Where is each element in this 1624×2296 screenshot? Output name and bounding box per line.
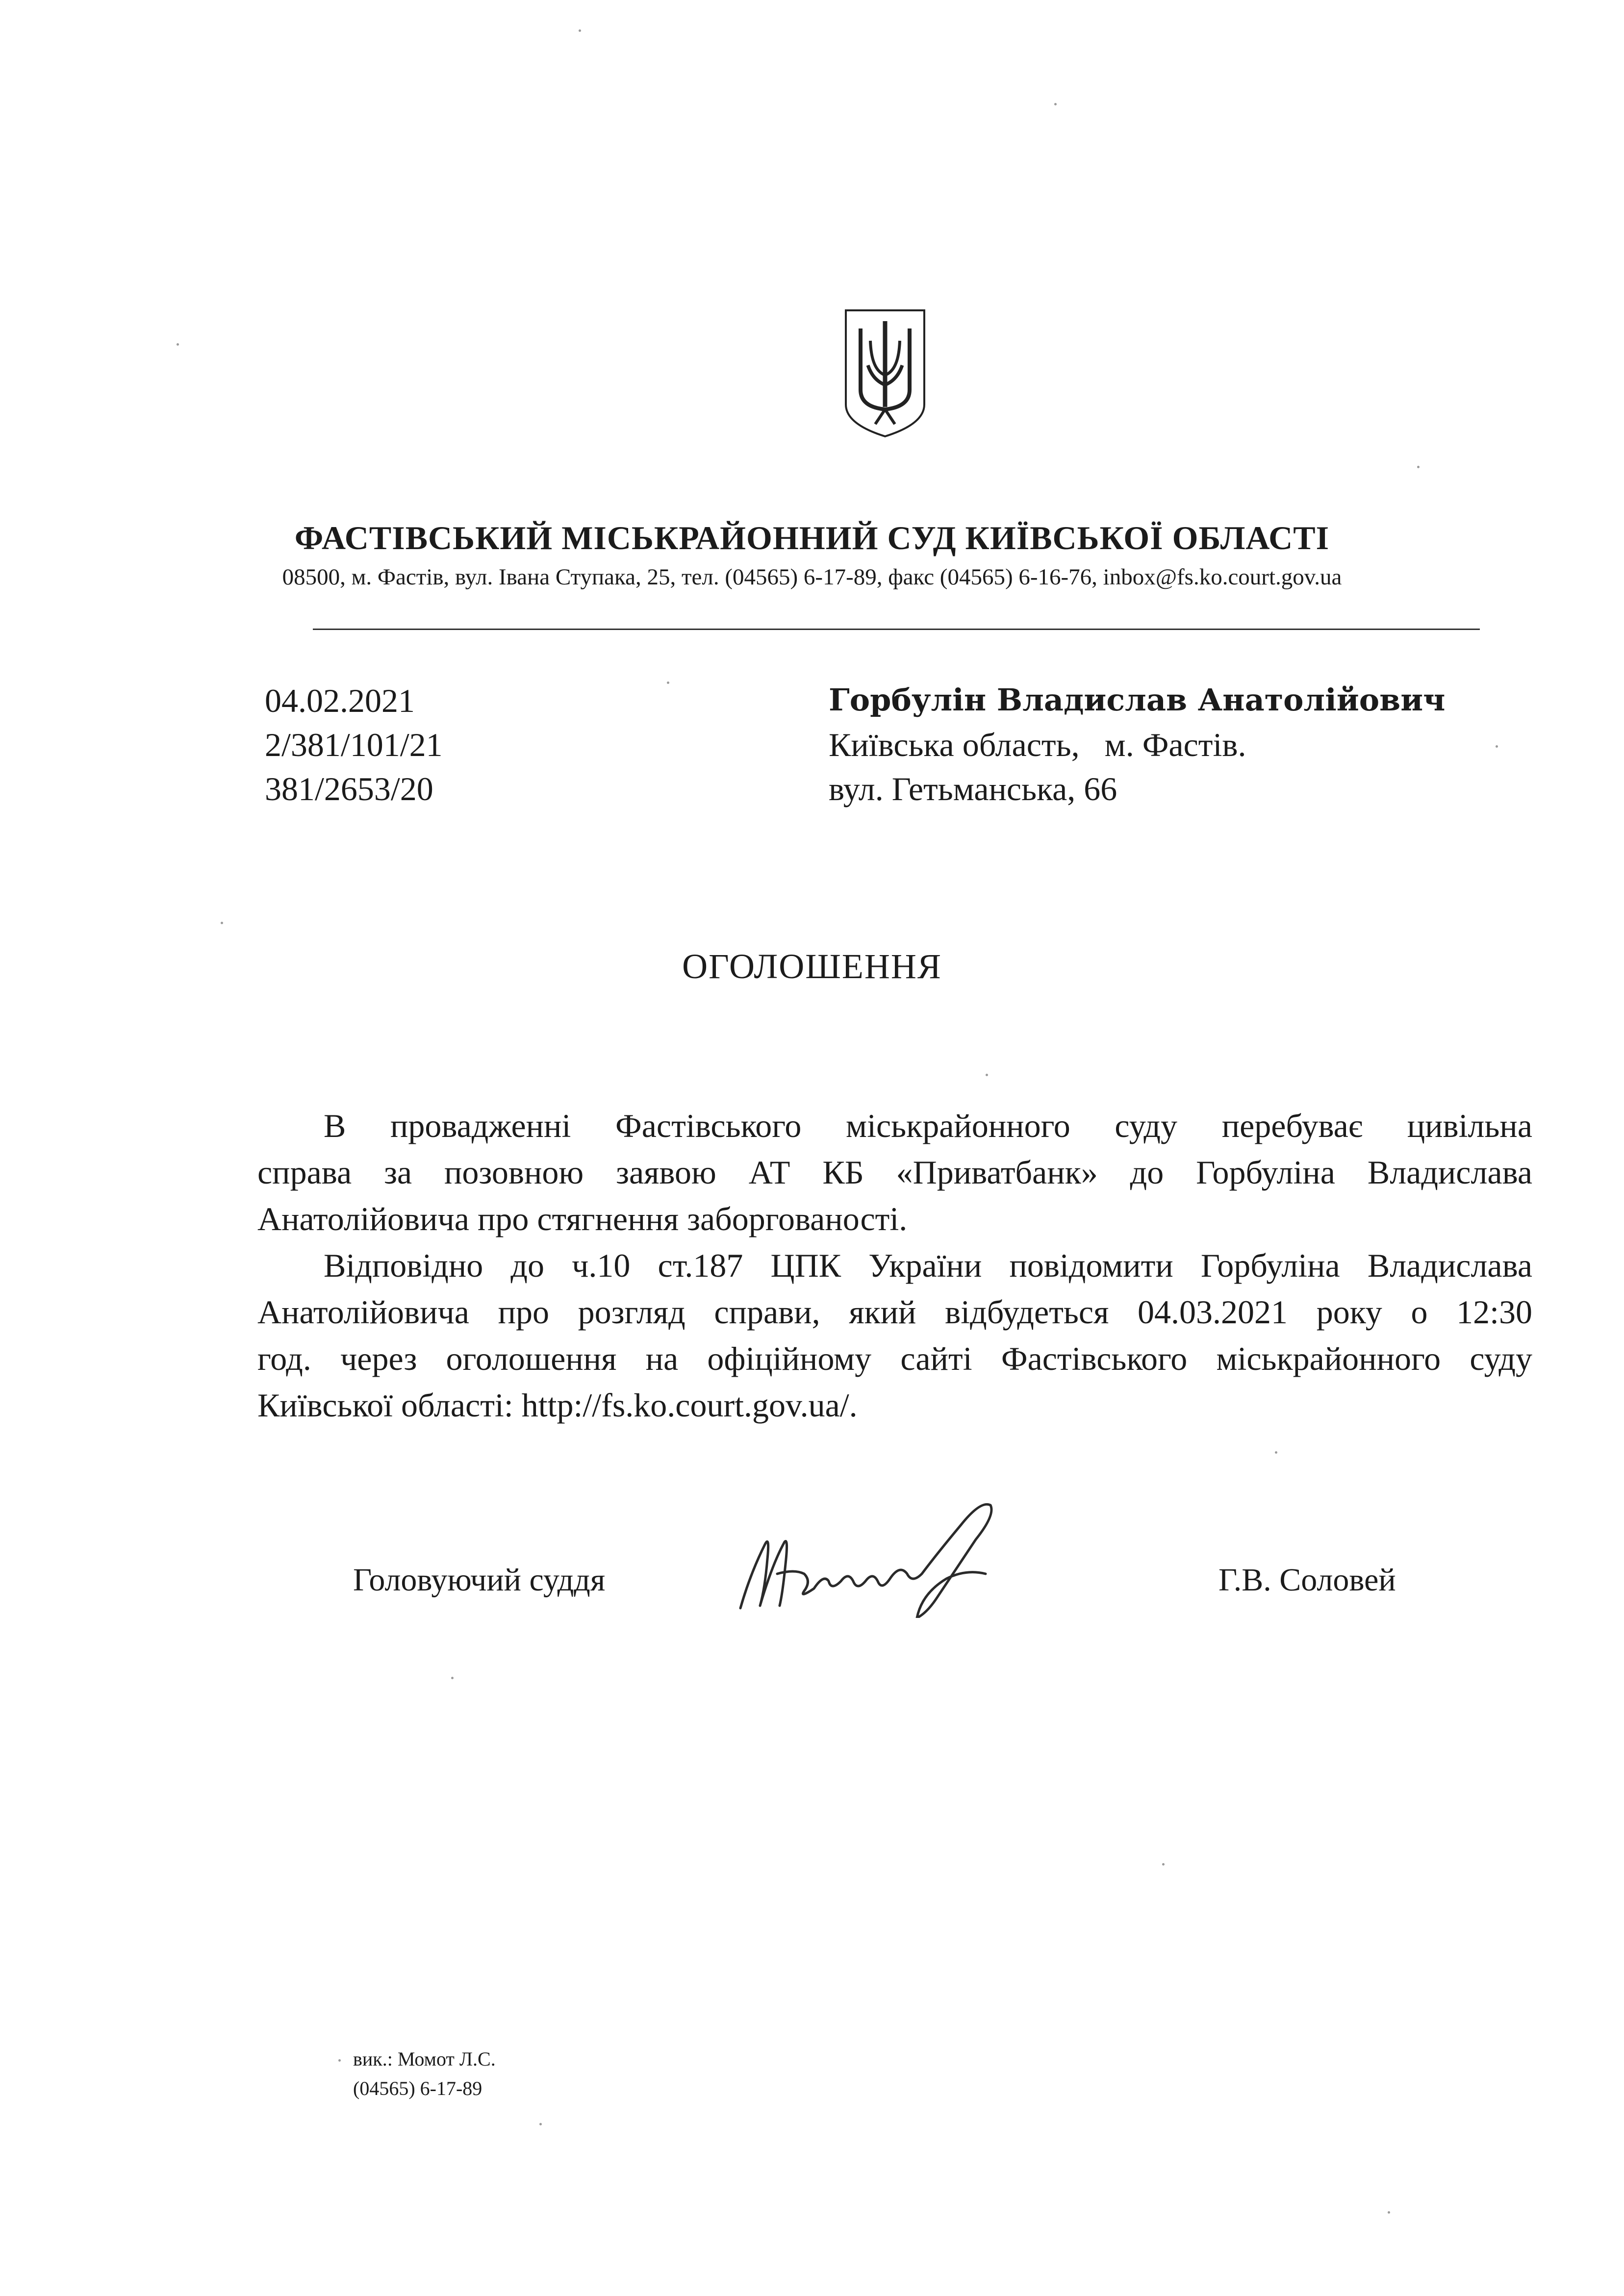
scan-speck — [986, 1074, 988, 1076]
scan-speck — [1388, 2211, 1390, 2214]
document-title: ОГОЛОШЕННЯ — [682, 947, 942, 986]
scan-speck — [579, 29, 581, 32]
case-number: 381/2653/20 — [265, 770, 433, 807]
court-name: ФАСТІВСЬКИЙ МІСЬКРАЙОННИЙ СУД КИЇВСЬКОЇ ОБЛАСТІ — [294, 519, 1330, 556]
recipient-street: вул. Гетьманська, 66 — [829, 770, 1117, 807]
recipient-region-city: Київська область, м. Фастів. — [829, 726, 1246, 763]
handwritten-signature — [731, 1495, 1035, 1618]
coat-of-arms-icon — [841, 306, 929, 439]
scan-speck — [1496, 745, 1498, 748]
scan-speck — [1417, 466, 1420, 468]
body-line: справа за позовною заявою АТ КБ «Приватбанк» до Горбуліна Владислава — [257, 1154, 1532, 1191]
body-line: Київської області: http://fs.ko.court.gov.ua/. — [257, 1387, 858, 1424]
scan-speck — [177, 343, 179, 346]
scan-speck — [1275, 1451, 1277, 1454]
signature-role: Головуючий суддя — [353, 1562, 606, 1598]
scan-speck — [667, 681, 669, 684]
executor-line: вик.: Момот Л.С. — [353, 2048, 496, 2070]
body-line: Відповідно до ч.10 ст.187 ЦПК України повідомити Горбуліна Владислава — [324, 1247, 1532, 1284]
executor-phone: (04565) 6-17-89 — [353, 2077, 482, 2099]
scan-speck — [221, 922, 223, 924]
recipient-name: Горбулін Владислав Анатолійович — [829, 682, 1446, 718]
outgoing-number: 2/381/101/21 — [265, 726, 443, 763]
header-divider — [313, 629, 1480, 630]
scan-speck — [1162, 1863, 1165, 1866]
body-line: В провадженні Фастівського міськрайонного суду перебуває цивільна — [324, 1107, 1532, 1144]
body-line: Анатолійовича про стягнення заборгованості. — [257, 1200, 908, 1237]
scan-speck — [539, 2123, 542, 2125]
scan-speck — [1054, 103, 1057, 105]
scan-speck — [451, 1677, 454, 1679]
document-date: 04.02.2021 — [265, 682, 415, 719]
court-address: 08500, м. Фастів, вул. Івана Ступака, 25, тел. (04565) 6-17-89, факс (04565) 6-16-76, inbox@fs.ko.court.gov.ua — [282, 564, 1342, 590]
scan-speck — [338, 2059, 341, 2062]
judge-name: Г.В. Соловей — [1218, 1562, 1396, 1598]
body-line: Анатолійовича про розгляд справи, який відбудеться 04.03.2021 року о 12:30 — [257, 1293, 1532, 1331]
body-line: год. через оголошення на офіційному сайті Фастівського міськрайонного суду — [257, 1340, 1532, 1377]
